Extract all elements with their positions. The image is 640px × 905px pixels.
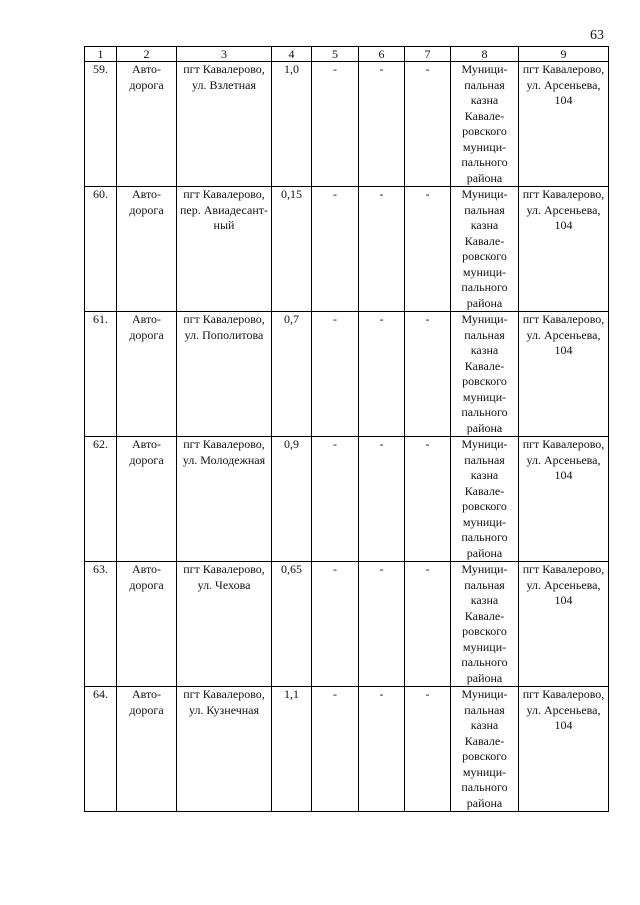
owner-cell-line: пального: [461, 780, 508, 794]
column7-cell: -: [405, 437, 451, 562]
holder-address-cell-line: ул. Арсеньева,: [526, 327, 601, 342]
object-type-cell-line: дорога: [129, 77, 164, 92]
row-number-cell: 62.: [85, 437, 117, 562]
address-cell: [177, 687, 272, 812]
owner-cell-line: Муници-: [461, 562, 508, 576]
owner-cell-line: казна: [470, 343, 499, 357]
header-row: [85, 47, 609, 62]
length-cell: 1,1: [272, 687, 312, 812]
object-type-cell-line: дорога: [129, 327, 164, 342]
owner-cell-line: муници-: [462, 764, 507, 779]
owner-cell-line: казна: [470, 593, 499, 607]
owner-cell-line: Кавале-: [464, 108, 505, 123]
owner-cell-line: муници-: [462, 139, 507, 154]
owner-cell-line: пальная: [464, 202, 505, 217]
table-row: [85, 312, 609, 437]
holder-address-cell-line: пгт Кавалерово,: [522, 687, 605, 701]
address-cell-line: ул. Кузнечная: [188, 702, 260, 717]
holder-address-cell-line: ул. Арсеньева,: [526, 577, 601, 592]
column5-cell: -: [312, 687, 359, 812]
column5-cell: -: [312, 437, 359, 562]
column-header: 6: [359, 47, 405, 62]
owner-cell-line: муници-: [462, 639, 507, 654]
object-type-cell-line: Авто-: [131, 562, 162, 576]
object-type-cell-line: Авто-: [131, 312, 162, 326]
column6-cell: -: [359, 312, 405, 437]
owner-cell-line: района: [466, 295, 503, 310]
address-cell-line: пер. Авиадесант-: [179, 202, 269, 217]
column7-cell: -: [405, 312, 451, 437]
row-number-cell: 64.: [85, 687, 117, 812]
column6-cell: -: [359, 562, 405, 687]
holder-address-cell-line: 104: [554, 593, 573, 607]
owner-cell-line: казна: [470, 718, 499, 732]
owner-cell-line: Муници-: [461, 62, 508, 76]
registry-table: [84, 46, 609, 812]
owner-cell-line: муници-: [462, 514, 507, 529]
owner-cell: [451, 312, 519, 437]
owner-cell-line: района: [466, 170, 503, 185]
object-type-cell: [117, 687, 177, 812]
object-type-cell: [117, 312, 177, 437]
object-type-cell: [117, 562, 177, 687]
owner-cell-line: ровского: [462, 499, 507, 513]
owner-cell-line: пального: [461, 405, 508, 419]
row-number-cell: 60.: [85, 187, 117, 312]
owner-cell-line: Муници-: [461, 687, 508, 701]
owner-cell-line: казна: [470, 468, 499, 482]
holder-address-cell-line: пгт Кавалерово,: [522, 62, 605, 76]
column5-cell: -: [312, 187, 359, 312]
holder-address-cell: [519, 437, 609, 562]
row-number-cell: 61.: [85, 312, 117, 437]
owner-cell-line: муници-: [462, 389, 507, 404]
address-cell: [177, 62, 272, 187]
column6-cell: -: [359, 437, 405, 562]
object-type-cell-line: Авто-: [131, 687, 162, 701]
holder-address-cell-line: 104: [554, 93, 573, 107]
object-type-cell-line: дорога: [129, 202, 164, 217]
column-header: 9: [519, 47, 609, 62]
address-cell-line: пгт Кавалерово,: [183, 562, 265, 576]
address-cell-line: пгт Кавалерово,: [183, 187, 265, 201]
row-number-cell: 59.: [85, 62, 117, 187]
page-number: 63: [590, 28, 604, 43]
object-type-cell-line: дорога: [129, 577, 164, 592]
object-type-cell-line: Авто-: [131, 62, 162, 76]
address-cell: [177, 187, 272, 312]
owner-cell-line: пального: [461, 280, 508, 294]
column7-cell: -: [405, 562, 451, 687]
owner-cell-line: Муници-: [461, 437, 508, 451]
owner-cell-line: Кавале-: [464, 483, 505, 498]
owner-cell-line: ровского: [462, 624, 507, 638]
holder-address-cell-line: 104: [554, 718, 573, 732]
owner-cell-line: района: [466, 420, 503, 435]
object-type-cell-line: дорога: [129, 702, 164, 717]
table-row: [85, 687, 609, 812]
owner-cell: [451, 562, 519, 687]
holder-address-cell-line: ул. Арсеньева,: [526, 202, 601, 217]
holder-address-cell: [519, 312, 609, 437]
owner-cell-line: ровского: [462, 374, 507, 388]
column5-cell: -: [312, 312, 359, 437]
object-type-cell-line: дорога: [129, 452, 164, 467]
holder-address-cell: [519, 687, 609, 812]
owner-cell-line: казна: [470, 93, 499, 107]
length-cell: 1,0: [272, 62, 312, 187]
column5-cell: -: [312, 562, 359, 687]
address-cell-line: пгт Кавалерово,: [183, 687, 265, 701]
address-cell: [177, 437, 272, 562]
owner-cell: [451, 687, 519, 812]
column-header: 3: [177, 47, 272, 62]
address-cell-line: ул. Чехова: [197, 577, 251, 592]
owner-cell-line: пальная: [464, 452, 505, 467]
column-header: 7: [405, 47, 451, 62]
owner-cell-line: пальная: [464, 702, 505, 717]
address-cell-line: пгт Кавалерово,: [183, 312, 265, 326]
table-row: [85, 437, 609, 562]
column-header: 8: [451, 47, 519, 62]
owner-cell-line: пальная: [464, 577, 505, 592]
table-body: [85, 62, 609, 812]
owner-cell-line: Кавале-: [464, 733, 505, 748]
column-header: 4: [272, 47, 312, 62]
address-cell-line: пгт Кавалерово,: [183, 437, 265, 451]
column-header: 5: [312, 47, 359, 62]
column7-cell: -: [405, 687, 451, 812]
holder-address-cell-line: пгт Кавалерово,: [522, 437, 605, 451]
address-cell-line: ул. Пополитова: [184, 327, 264, 342]
table-row: [85, 187, 609, 312]
owner-cell-line: района: [466, 545, 503, 560]
length-cell: 0,9: [272, 437, 312, 562]
table-row: [85, 62, 609, 187]
owner-cell-line: ровского: [462, 249, 507, 263]
length-cell: 0,15: [272, 187, 312, 312]
object-type-cell: [117, 62, 177, 187]
holder-address-cell-line: 104: [554, 343, 573, 357]
holder-address-cell-line: пгт Кавалерово,: [522, 187, 605, 201]
address-cell-line: пгт Кавалерово,: [183, 62, 265, 76]
owner-cell-line: муници-: [462, 264, 507, 279]
owner-cell-line: пальная: [464, 77, 505, 92]
table-row: [85, 562, 609, 687]
column7-cell: -: [405, 187, 451, 312]
owner-cell: [451, 62, 519, 187]
owner-cell-line: ровского: [462, 749, 507, 763]
owner-cell-line: Кавале-: [464, 358, 505, 373]
address-cell-line: ул. Взлетная: [191, 77, 257, 92]
object-type-cell-line: Авто-: [131, 437, 162, 451]
address-cell-line: ный: [213, 218, 235, 232]
holder-address-cell: [519, 62, 609, 187]
address-cell: [177, 562, 272, 687]
column6-cell: -: [359, 687, 405, 812]
length-cell: 0,7: [272, 312, 312, 437]
owner-cell-line: Муници-: [461, 187, 508, 201]
owner-cell: [451, 437, 519, 562]
column-header: 2: [117, 47, 177, 62]
holder-address-cell-line: 104: [554, 468, 573, 482]
length-cell: 0,65: [272, 562, 312, 687]
column5-cell: -: [312, 62, 359, 187]
owner-cell-line: пального: [461, 655, 508, 669]
holder-address-cell-line: пгт Кавалерово,: [522, 562, 605, 576]
holder-address-cell: [519, 562, 609, 687]
owner-cell-line: района: [466, 670, 503, 685]
object-type-cell-line: Авто-: [131, 187, 162, 201]
owner-cell-line: ровского: [462, 124, 507, 138]
holder-address-cell-line: ул. Арсеньева,: [526, 702, 601, 717]
holder-address-cell-line: пгт Кавалерово,: [522, 312, 605, 326]
column6-cell: -: [359, 187, 405, 312]
holder-address-cell-line: ул. Арсеньева,: [526, 452, 601, 467]
column6-cell: -: [359, 62, 405, 187]
owner-cell-line: пальная: [464, 327, 505, 342]
owner-cell-line: пального: [461, 155, 508, 169]
column-header: 1: [85, 47, 117, 62]
owner-cell-line: казна: [470, 218, 499, 232]
column7-cell: -: [405, 62, 451, 187]
owner-cell-line: пального: [461, 530, 508, 544]
object-type-cell: [117, 437, 177, 562]
address-cell-line: ул. Молодежная: [182, 452, 266, 467]
owner-cell: [451, 187, 519, 312]
holder-address-cell-line: ул. Арсеньева,: [526, 77, 601, 92]
row-number-cell: 63.: [85, 562, 117, 687]
owner-cell-line: Кавале-: [464, 608, 505, 623]
holder-address-cell: [519, 187, 609, 312]
object-type-cell: [117, 187, 177, 312]
owner-cell-line: района: [466, 795, 503, 810]
owner-cell-line: Кавале-: [464, 233, 505, 248]
address-cell: [177, 312, 272, 437]
holder-address-cell-line: 104: [554, 218, 573, 232]
owner-cell-line: Муници-: [461, 312, 508, 326]
